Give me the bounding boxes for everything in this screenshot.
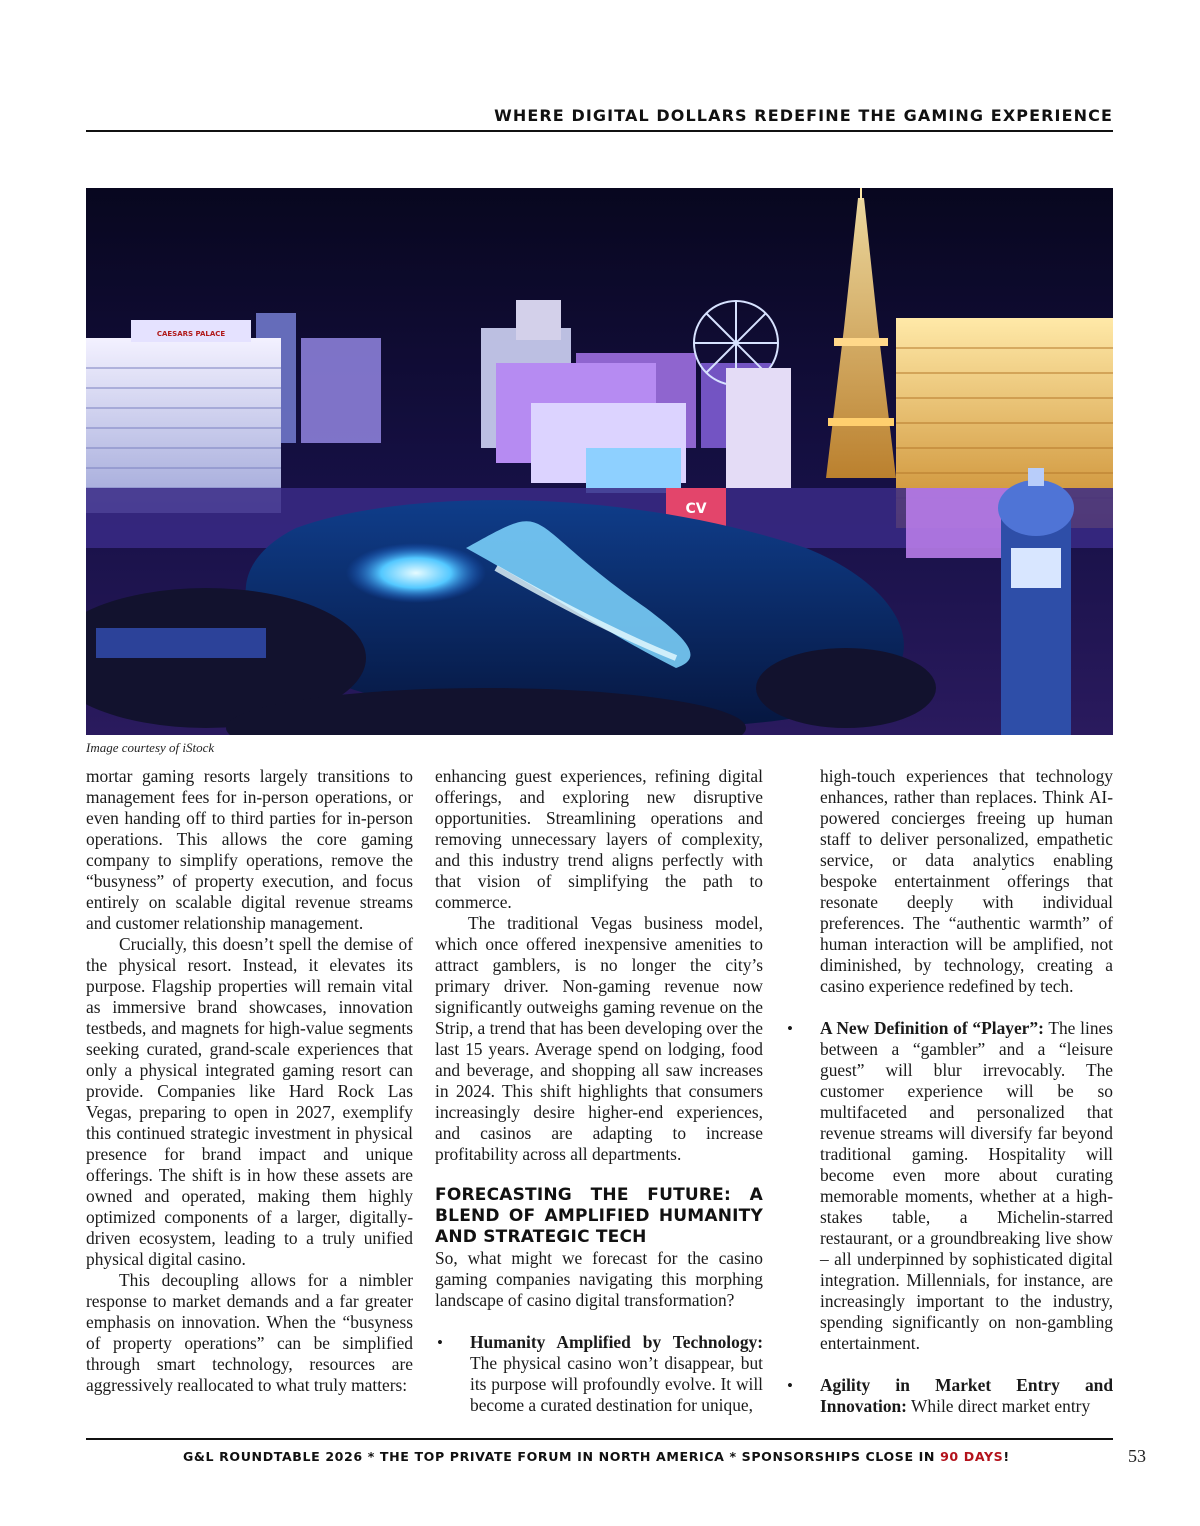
bullet-item bbox=[785, 1375, 1113, 1417]
bullet-title: Agility in Market Entry and Innovation: bbox=[820, 1375, 1113, 1416]
section-heading: FORECASTING THE FUTURE: A BLEND OF AMPLIFIED HUMANITY AND STRATEGIC TECH bbox=[435, 1185, 763, 1247]
paragraph: enhancing guest experiences, refining digital offerings, and exploring new disruptive opportunities. Streamlining operations and removing unnecessary layers of complexity, and this industry trend aligns perfectly with that vision of simplifying the path to commerce. bbox=[435, 766, 763, 912]
footer-rule bbox=[86, 1438, 1113, 1440]
image-caption: Image courtesy of iStock bbox=[86, 740, 215, 755]
footer-text: G&L ROUNDTABLE 2026 * THE TOP PRIVATE FORUM IN NORTH AMERICA * SPONSORSHIPS CLOSE IN bbox=[183, 1449, 941, 1464]
text-column-1 bbox=[86, 766, 413, 1396]
las-vegas-strip-photo bbox=[86, 188, 1113, 735]
paragraph: mortar gaming resorts largely transitions to management fees for in-person operations, or even handing off to third parties for in-person operations. This allows the core gaming company to simplify operations, remove the “busyness” of property execution, and focus entirely on scalable digital revenue streams and customer relationship management. bbox=[86, 766, 413, 933]
footer-text-end: ! bbox=[1003, 1449, 1010, 1464]
bullet-continuation bbox=[785, 766, 1113, 997]
caesars-sign: CAESARS PALACE bbox=[156, 330, 226, 338]
text-column-3 bbox=[785, 766, 1113, 1417]
footer-banner bbox=[183, 1449, 1010, 1464]
page-number: 53 bbox=[1128, 1446, 1146, 1466]
caesars-palace-building bbox=[86, 320, 281, 513]
bullet-text: The physical casino won’t disappear, but its purpose will profoundly evolve. It will become a curated destination for unique, bbox=[470, 1353, 763, 1415]
paragraph: So, what might we forecast for the casino gaming companies navigating this morphing landscape of casino digital transformation? bbox=[435, 1248, 763, 1310]
bullet-dot: • bbox=[437, 1333, 443, 1352]
paragraph: high-touch experiences that technology enhances, rather than replaces. Think AI-powered concierges freeing up human staff to deliver personalized, empathetic service, or data analytics enabling bespoke entertainment offerings that resonate deeply with individual preferences. The “authentic warmth” of human interaction will be amplified, not diminished, by technology, creating a casino experience redefined by tech. bbox=[820, 766, 1113, 996]
bullet-item bbox=[435, 1332, 763, 1416]
text-column-2 bbox=[435, 766, 763, 1416]
photo-illustration bbox=[86, 188, 1113, 735]
header-rule bbox=[86, 130, 1113, 132]
campanile-tower bbox=[998, 468, 1074, 735]
bullet-title: A New Definition of “Player”: bbox=[820, 1018, 1044, 1038]
bullet-item bbox=[785, 1018, 1113, 1354]
paragraph: This decoupling allows for a nimbler response to market demands and a far greater emphasis on innovation. When the “busyness of property operations” can be simplified through smart technology, resources are aggressively reallocated to what truly matters: bbox=[86, 1270, 413, 1395]
bullet-text: The lines between a “gambler” and a “leisure guest” will blur irrevocably. The customer experience will be so multifaceted and personalized that revenue streams will diversify far beyond traditional gaming. Hospitality will become even more about curating memorable moments, whether at a high-stakes table, a Michelin-starred restaurant, or a groundbreaking live show – all underpinned by sophisticated digital integration. Millennials, for instance, are increasingly important to the industry, spending significantly on non-gambling entertainment. bbox=[820, 1018, 1114, 1353]
bullet-dot: • bbox=[787, 1019, 793, 1038]
paragraph: The traditional Vegas business model, which once offered inexpensive amenities to attract gamblers, is no longer the city’s primary driver. Non-gaming revenue now significantly outweighs gaming revenue on the Strip, a trend that has been developing over the last 15 years. Average spend on lodging, food and beverage, and shopping all saw increases in 2024. This shift highlights that consumers increasingly desire higher-end experiences, and casinos are adapting to increase profitability across all departments. bbox=[435, 913, 763, 1164]
paragraph: Crucially, this doesn’t spell the demise of the physical resort. Instead, it elevates its purpose. Flagship properties will remain vital as immersive brand showcases, innovation testbeds, and magnets for high-value segments seeking curated, grand-scale experiences that only a physical integrated gaming resort can provide. Companies like Hard Rock Las Vegas, preparing to open in 2027, exemplify this continued strategic investment in physical presence for brand impact and unique offerings. The shift is in how these assets are owned and operated, making them highly optimized components of a larger, digitally-driven ecosystem, leading to a truly unified physical digital casino. bbox=[86, 934, 413, 1269]
running-header: WHERE DIGITAL DOLLARS REDEFINE THE GAMING EXPERIENCE bbox=[494, 106, 1113, 125]
bullet-text: While direct market entry bbox=[906, 1396, 1091, 1416]
cv-sign: CV bbox=[685, 501, 707, 517]
bullet-dot: • bbox=[787, 1376, 793, 1395]
bullet-title: Humanity Amplified by Technology: bbox=[470, 1332, 763, 1352]
center-resorts bbox=[496, 363, 791, 493]
footer-highlight: 90 DAYS bbox=[940, 1449, 1004, 1464]
